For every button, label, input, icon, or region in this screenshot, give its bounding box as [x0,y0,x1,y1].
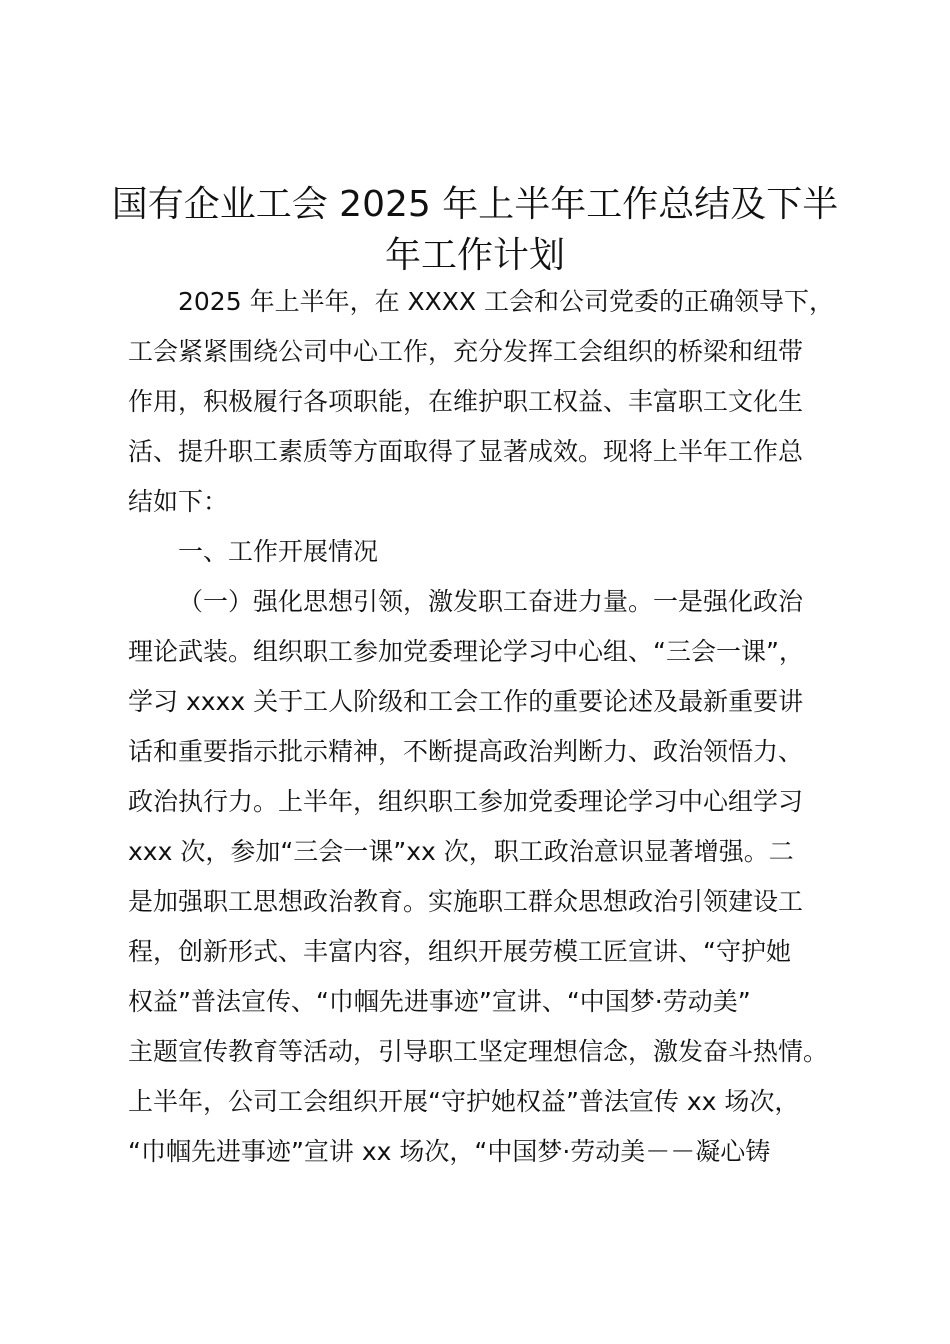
paragraph-line: 程，创新形式、丰富内容，组织开展劳模工匠宣讲、“守护她 [128,937,791,966]
section-heading: 一、工作开展情况 [178,537,379,566]
paragraph-line: 学习 xxxx 关于工人阶级和工会工作的重要论述及最新重要讲 [128,687,804,716]
paragraph-line: 权益”普法宣传、“巾帼先进事迹”宣讲、“中国梦·劳动美” [128,987,751,1016]
paragraph-line: 政治执行力。上半年，组织职工参加党委理论学习中心组学习 [128,787,804,816]
paragraph-line: 作用，积极履行各项职能，在维护职工权益、丰富职工文化生 [128,387,804,416]
paragraph-line: 2025 年上半年，在 XXXX 工会和公司党委的正确领导下， [178,287,834,316]
document-title-line-2: 年工作计划 [384,235,565,276]
paragraph-line: 话和重要指示批示精神，不断提高政治判断力、政治领悟力、 [128,737,804,766]
paragraph-line: 工会紧紧围绕公司中心工作，充分发挥工会组织的桥梁和纽带 [128,337,804,366]
paragraph-line: 结如下： [128,487,229,516]
paragraph-line: “巾帼先进事迹”宣讲 xx 场次，“中国梦·劳动美－－凝心铸 [128,1137,771,1166]
paragraph-line: 理论武装。组织职工参加党委理论学习中心组、“三会一课”， [128,637,804,666]
paragraph-line: 是加强职工思想政治教育。实施职工群众思想政治引领建设工 [128,887,804,916]
document-title-line-1: 国有企业工会 2025 年上半年工作总结及下半 [111,184,839,225]
paragraph-line: 活、提升职工素质等方面取得了显著成效。现将上半年工作总 [128,437,804,466]
paragraph-line: 主题宣传教育等活动，引导职工坚定理想信念，激发奋斗热情。 [128,1037,829,1066]
paragraph-line: xxx 次，参加“三会一课”xx 次，职工政治意识显著增强。二 [128,837,794,866]
paragraph-line: 上半年，公司工会组织开展“守护她权益”普法宣传 xx 场次， [128,1087,800,1116]
paragraph-line: （一）强化思想引领，激发职工奋进力量。一是强化政治 [178,587,804,616]
